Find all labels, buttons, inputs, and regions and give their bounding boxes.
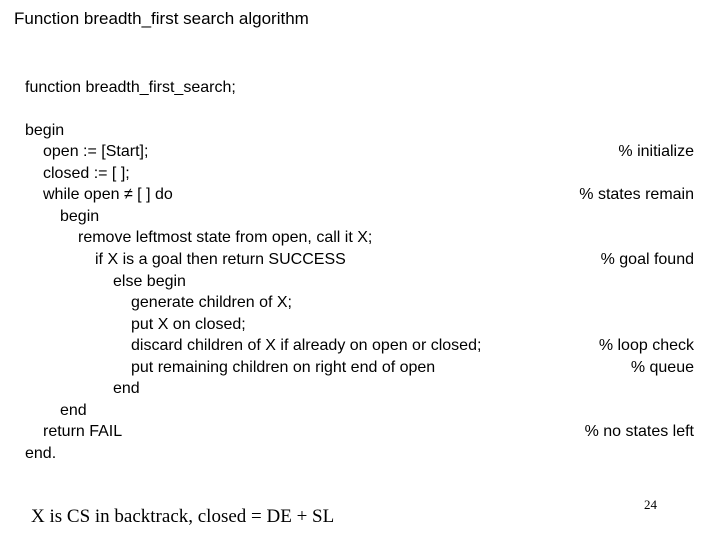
code-line-begin: begin	[25, 122, 65, 139]
code-line-header: function breadth_first_search;	[25, 79, 236, 96]
code-line-outer-end: end	[60, 402, 87, 419]
code-line-generate: generate children of X;	[131, 294, 292, 311]
slide-title: Function breadth_first search algorithm	[14, 9, 309, 28]
comment-initialize: % initialize	[618, 143, 694, 160]
code-line-else-begin: else begin	[113, 273, 186, 290]
code-line-inner-end: end	[113, 380, 140, 397]
code-line-return-fail: return FAIL	[43, 423, 123, 440]
code-line-discard: discard children of X if already on open or closed;	[131, 337, 482, 354]
code-line-final-end: end.	[25, 445, 57, 462]
code-line-if-goal: if X is a goal then return SUCCESS	[95, 251, 346, 268]
comment-goal-found: % goal found	[600, 251, 694, 268]
comment-queue: % queue	[630, 359, 694, 376]
page-number: 24	[644, 497, 657, 512]
code-line-inner-begin: begin	[60, 208, 100, 225]
comment-no-states-left: % no states left	[584, 423, 694, 440]
code-line-remove: remove leftmost state from open, call it X;	[78, 229, 373, 246]
code-line-closed-init: closed := [ ];	[43, 165, 130, 182]
footer-note: X is CS in backtrack, closed = DE + SL	[31, 506, 335, 527]
comment-states-remain: % states remain	[579, 186, 694, 203]
code-line-put-closed: put X on closed;	[131, 316, 246, 333]
code-line-open-init: open := [Start];	[43, 143, 149, 160]
code-line-put-remaining: put remaining children on right end of open	[131, 359, 436, 376]
code-line-while: while open ≠ [ ] do	[43, 186, 173, 203]
comment-loop-check: % loop check	[598, 337, 694, 354]
